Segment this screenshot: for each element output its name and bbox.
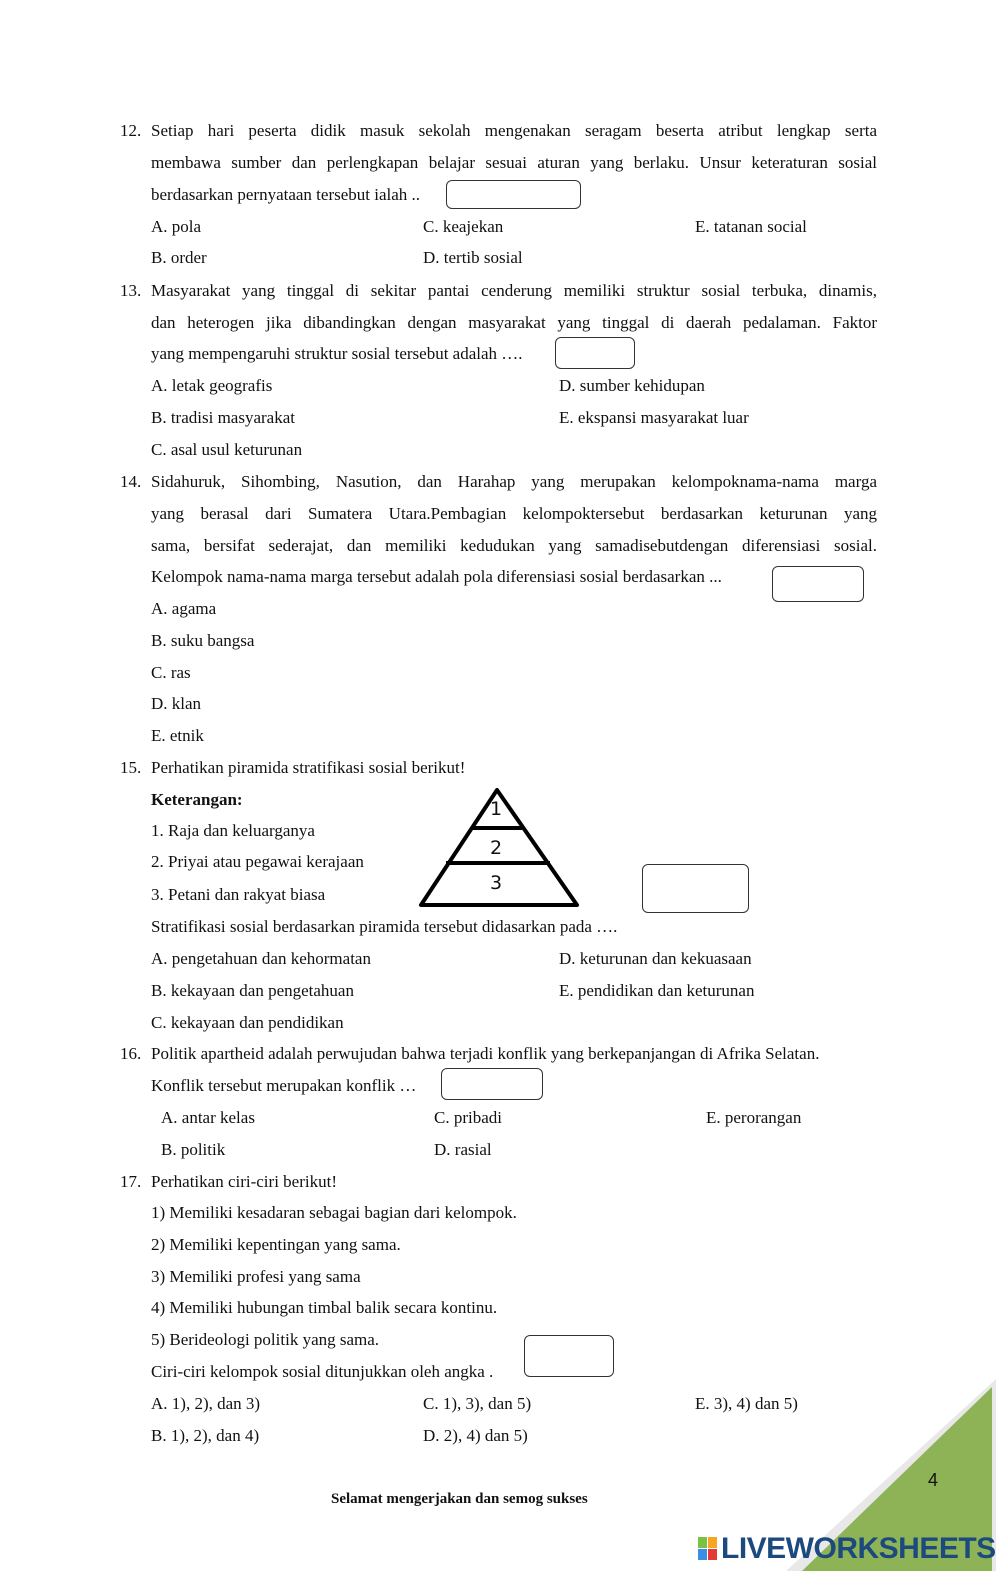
q13-option-c: C. asal usul keturunan [151, 440, 303, 459]
q14-text: sama, bersifat sederajat, dan memiliki kedudukan yang samadisebutdengan diferensiasi sosial. [151, 536, 877, 555]
q14-option-c: C. ras [151, 663, 191, 682]
q12-option-e: E. tatanan social [695, 217, 807, 236]
q15-option-b: B. kekayaan dan pengetahuan [151, 981, 354, 1000]
q13-option-d: D. sumber kehidupan [559, 376, 705, 395]
q17-item: 3) Memiliki profesi yang sama [151, 1267, 361, 1286]
q12-option-a: A. pola [151, 217, 202, 236]
q17-text: Ciri-ciri kelompok sosial ditunjukkan oleh angka . [151, 1362, 494, 1381]
q13-option-a: A. letak geografis [151, 376, 273, 395]
q12-text: membawa sumber dan perlengkapan belajar sesuai aturan yang berlaku. Unsur keteraturan sosial [151, 153, 877, 172]
q17-option-b: B. 1), 2), dan 4) [151, 1426, 260, 1445]
q12-option-d: D. tertib sosial [423, 248, 523, 267]
q14-text: Sidahuruk, Sihombing, Nasution, dan Harahap yang merupakan kelompoknama-nama marga [151, 472, 877, 491]
q14-option-b: B. suku bangsa [151, 631, 255, 650]
q17-option-d: D. 2), 4) dan 5) [423, 1426, 528, 1445]
liveworksheets-logo: LIVEWORKSHEETS [721, 1532, 996, 1565]
q15-option-e: E. pendidikan dan keturunan [559, 981, 755, 1000]
legend-item: 1. Raja dan keluarganya [151, 821, 315, 840]
pyramid-level-1: 1 [490, 798, 503, 820]
q17-option-a: A. 1), 2), dan 3) [151, 1394, 261, 1413]
q17-item: 4) Memiliki hubungan timbal balik secara kontinu. [151, 1298, 498, 1317]
q15-text: Perhatikan piramida stratifikasi sosial berikut! [151, 758, 466, 777]
q16-option-c: C. pribadi [434, 1108, 502, 1127]
q16-answer-box[interactable] [441, 1068, 543, 1100]
q14-option-d: D. klan [151, 694, 202, 713]
q16-option-a: A. antar kelas [161, 1108, 255, 1127]
q17-item: 5) Berideologi politik yang sama. [151, 1330, 380, 1349]
legend-item: 2. Priyai atau pegawai kerajaan [151, 852, 364, 871]
q14-option-a: A. agama [151, 599, 217, 618]
q15-option-a: A. pengetahuan dan kehormatan [151, 949, 371, 968]
legend-item: 3. Petani dan rakyat biasa [151, 885, 326, 904]
q13-answer-box[interactable] [555, 337, 635, 369]
q14-answer-box[interactable] [772, 566, 864, 602]
q13-text: dan heterogen jika dibandingkan dengan masyarakat yang tinggal di daerah pedalaman. Faktor [151, 313, 877, 332]
q12-answer-box[interactable] [446, 180, 581, 209]
q13-text: Masyarakat yang tinggal di sekitar pantai cenderung memiliki struktur sosial terbuka, dinamis, [151, 281, 877, 300]
q12-text: berdasarkan pernyataan tersebut ialah .. [151, 185, 421, 204]
q15-number: 15. [120, 758, 142, 777]
q14-text: yang berasal dari Sumatera Utara.Pembagian kelompoktersebut berdasarkan keturunan yang [151, 504, 877, 523]
q17-answer-box[interactable] [524, 1335, 614, 1377]
q15-text: Stratifikasi sosial berdasarkan piramida tersebut didasarkan pada …. [151, 917, 618, 936]
q14-text: Kelompok nama-nama marga tersebut adalah pola diferensiasi sosial berdasarkan ... [151, 567, 722, 586]
pyramid-level-3: 3 [490, 872, 503, 894]
q14-option-e: E. etnik [151, 726, 204, 745]
pyramid-level-2: 2 [490, 837, 503, 859]
legend-title: Keterangan: [151, 790, 243, 809]
q12-option-b: B. order [151, 248, 207, 267]
q16-option-b: B. politik [161, 1140, 226, 1159]
q17-option-c: C. 1), 3), dan 5) [423, 1394, 532, 1413]
q16-text: Politik apartheid adalah perwujudan bahwa terjadi konflik yang berkepanjangan di Afrika Selatan. [151, 1044, 820, 1063]
page-number: 4 [928, 1470, 939, 1490]
q17-option-e: E. 3), 4) dan 5) [695, 1394, 798, 1413]
q15-answer-box[interactable] [642, 864, 749, 913]
q17-text: Perhatikan ciri-ciri berikut! [151, 1172, 337, 1191]
q17-item: 1) Memiliki kesadaran sebagai bagian dari kelompok. [151, 1203, 517, 1222]
q13-text: yang mempengaruhi struktur sosial tersebut adalah …. [151, 344, 523, 363]
q15-option-d: D. keturunan dan kekuasaan [559, 949, 752, 968]
footer-text: Selamat mengerjakan dan semog sukses [331, 1491, 588, 1507]
q13-option-e: E. ekspansi masyarakat luar [559, 408, 749, 427]
q16-option-e: E. perorangan [706, 1108, 802, 1127]
q15-option-c: C. kekayaan dan pendidikan [151, 1013, 344, 1032]
q16-number: 16. [120, 1044, 142, 1063]
q17-number: 17. [120, 1172, 142, 1191]
q14-number: 14. [120, 472, 142, 491]
q13-option-b: B. tradisi masyarakat [151, 408, 295, 427]
q12-option-c: C. keajekan [423, 217, 504, 236]
liveworksheets-logo-icon [698, 1537, 718, 1561]
q12-number: 12. [120, 121, 142, 140]
q16-option-d: D. rasial [434, 1140, 492, 1159]
q13-number: 13. [120, 281, 142, 300]
q12-text: Setiap hari peserta didik masuk sekolah mengenakan seragam beserta atribut lengkap serta [151, 121, 877, 140]
q16-text: Konflik tersebut merupakan konflik … [151, 1076, 417, 1095]
q17-item: 2) Memiliki kepentingan yang sama. [151, 1235, 401, 1254]
